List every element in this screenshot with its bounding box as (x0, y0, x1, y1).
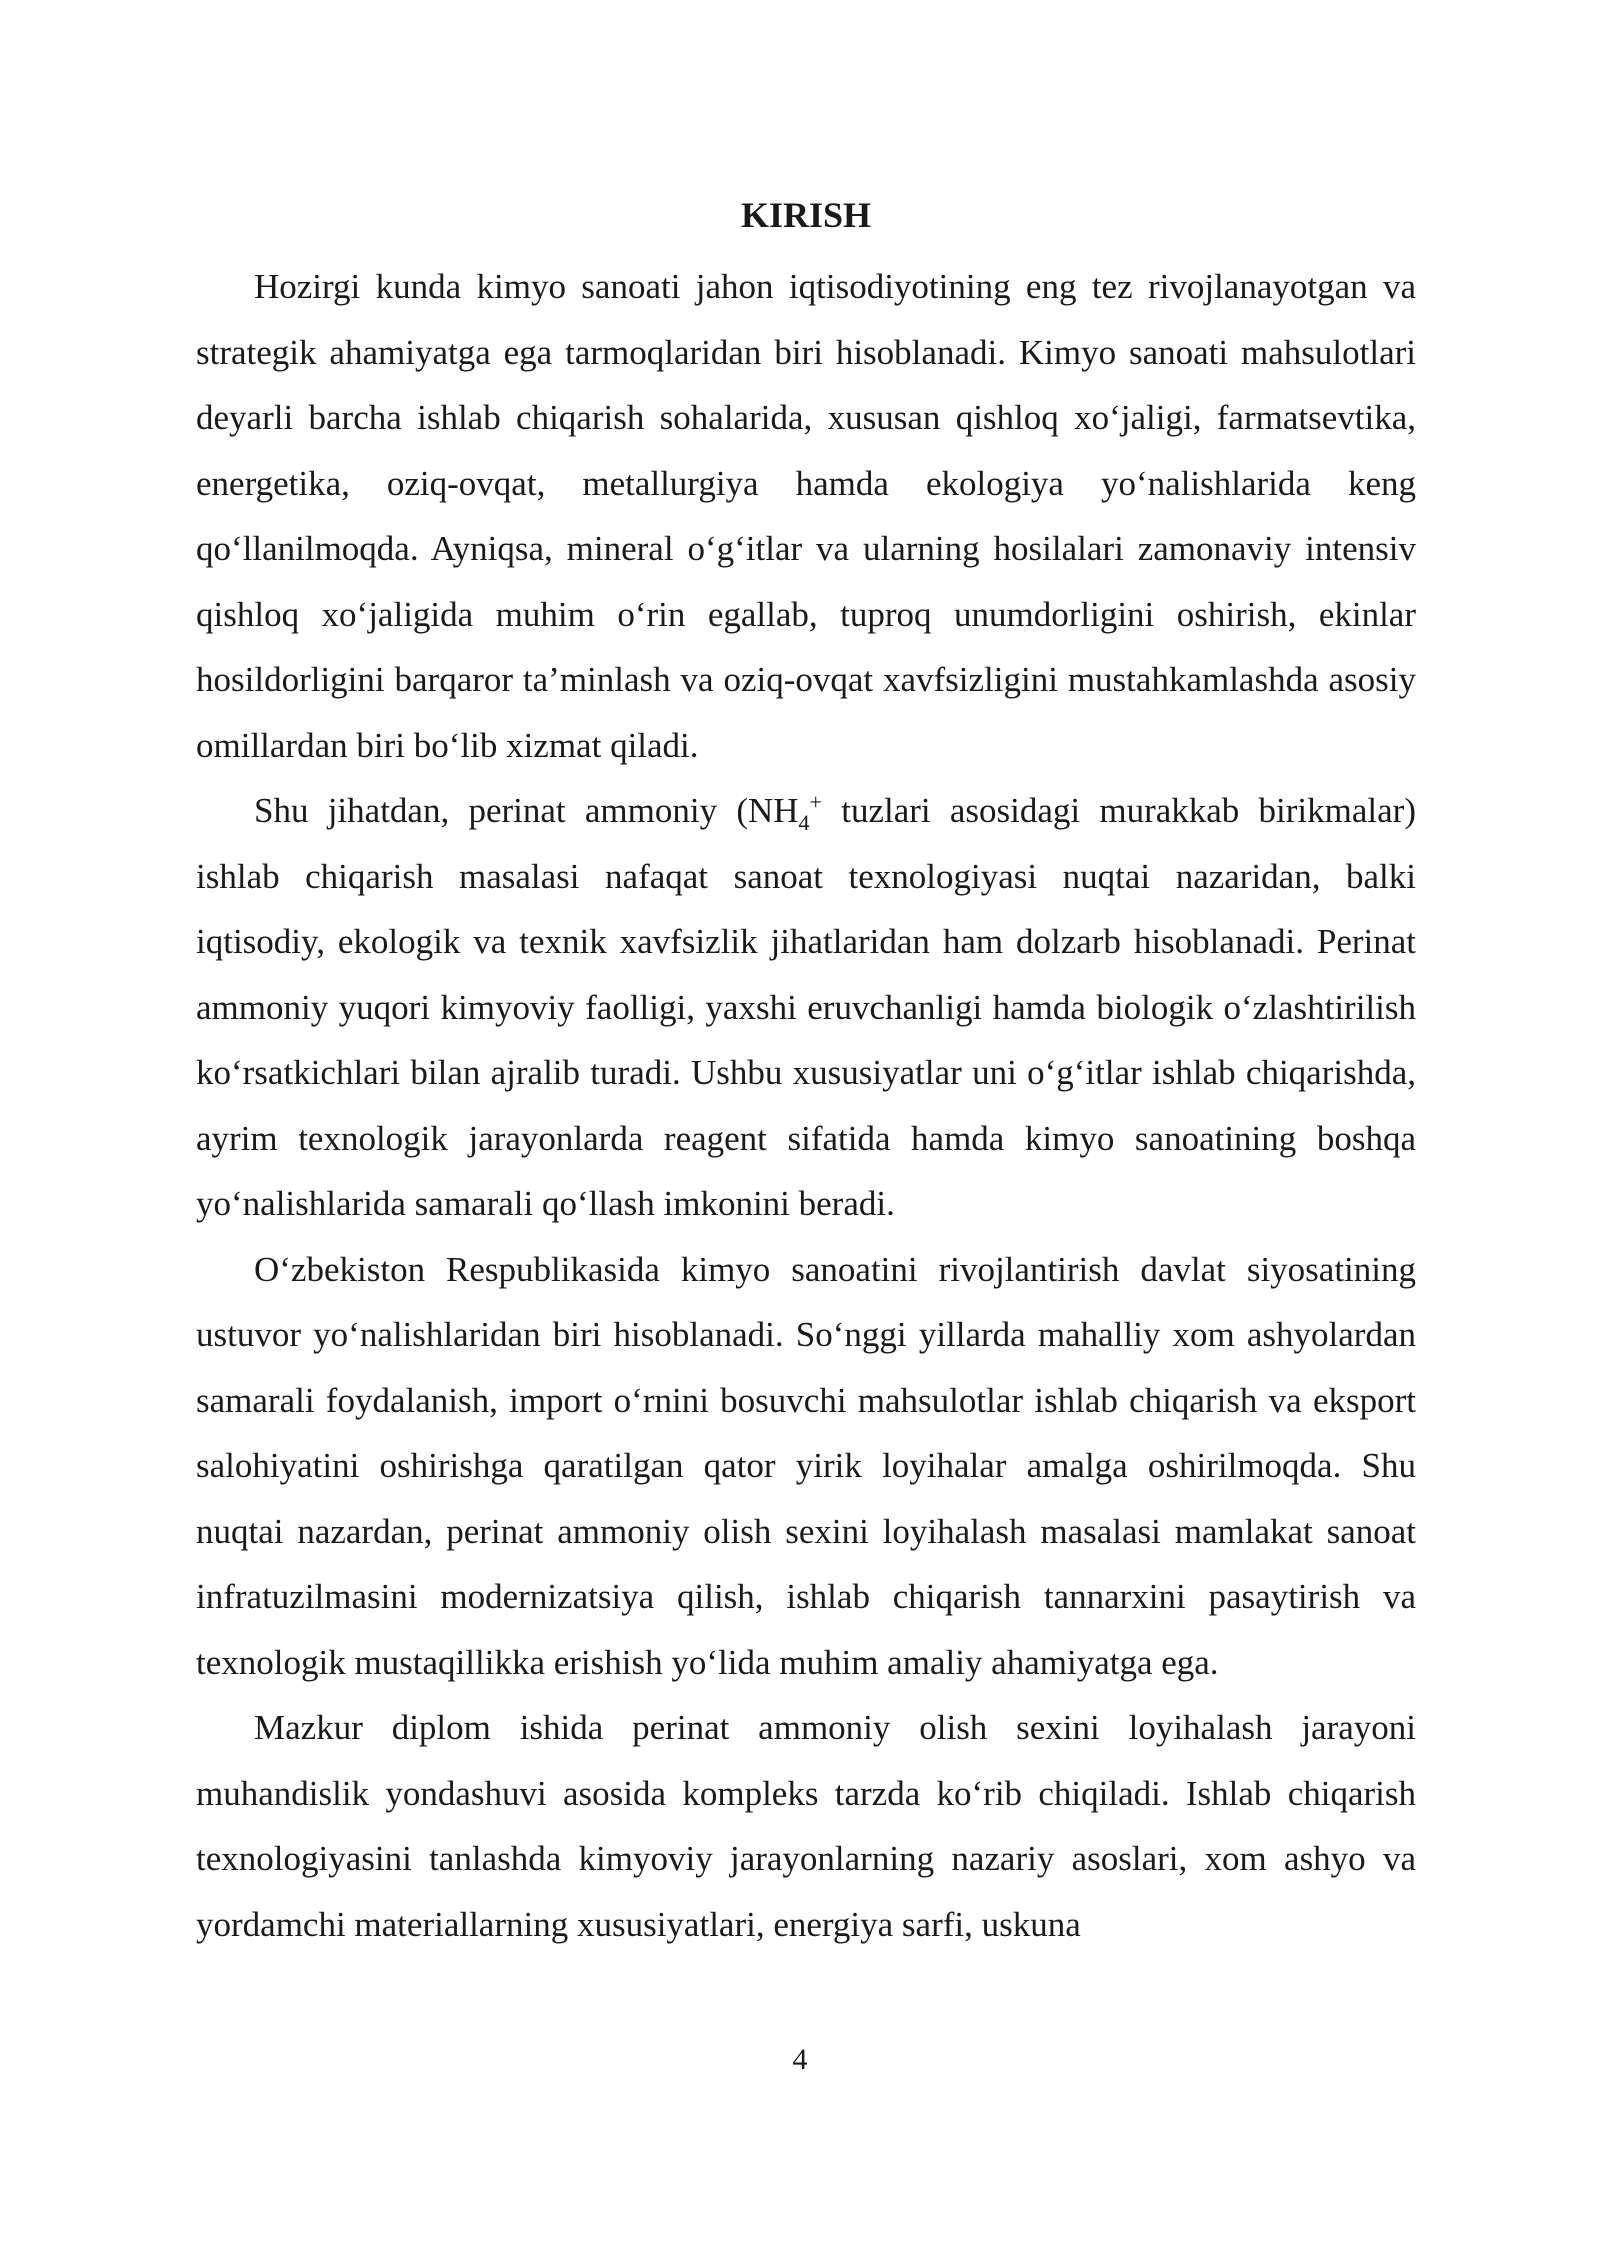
paragraph-text-before-formula: Shu jihatdan, perinat ammoniy ( (254, 791, 748, 830)
formula-superscript: + (809, 789, 822, 815)
paragraph-text-after-formula: tuzlari asosidagi murakkab birikmalar) ishlab chiqarish masalasi nafaqat sanoat texnologiyasi nuqtai nazaridan, balki iqtisodiy, ekologik va texnik xavfsizlik jihatlaridan ham dolzarb hisoblanadi. Perinat ammoniy yuqori kimyoviy faolligi, yaxshi eruvchanligi hamda biologik o‘zlashtirilish ko‘rsatkichlari bilan ajralib turadi. Ushbu xususiyatlar uni o‘g‘itlar ishlab chiqarishda, ayrim texnologik jarayonlarda reagent sifatida hamda kimyo sanoatining boshqa yo‘nalishlarida samarali qo‘llash imkonini beradi. (196, 791, 1416, 1223)
paragraph-diploma-work: Mazkur diplom ishida perinat ammoniy olish sexini loyihalash jarayoni muhandislik yondashuvi asosida kompleks tarzda ko‘rib chiqiladi. Ishlab chiqarish texnologiyasini tanlashda kimyoviy jarayonlarning nazariy asoslari, xom ashyo va yordamchi materiallarning xususiyatlari, energiya sarfi, uskuna (196, 1708, 1416, 1944)
formula-subscript: 4 (798, 810, 810, 835)
page-title: KIRISH (740, 195, 872, 235)
ammonium-formula (747, 789, 822, 835)
document-body (196, 190, 1416, 1957)
paragraph-perinat-ammonium (196, 778, 1416, 1237)
formula-base: NH (747, 791, 799, 830)
page-number: 4 (792, 2043, 808, 2076)
paragraph-uzbekistan: O‘zbekiston Respublikasida kimyo sanoatini rivojlantirish davlat siyosatining ustuvor yo‘nalishlaridan biri hisoblanadi. So‘nggi yillarda mahalliy xom ashyolardan samarali foydalanish, import o‘rnini bosuvchi mahsulotlar ishlab chiqarish va eksport salohiyatini oshirishga qaratilgan qator yirik loyihalar amalga oshirilmoqda. Shu nuqtai nazardan, perinat ammoniy olish sexini loyihalash masalasi mamlakat sanoat infratuzilmasini modernizatsiya qilish, ishlab chiqarish tannarxini pasaytirish va texnologik mustaqillikka erishish yo‘lida muhim amaliy ahamiyatga ega. (196, 1249, 1416, 1682)
paragraph-intro: Hozirgi kunda kimyo sanoati jahon iqtisodiyotining eng tez rivojlanayotgan va strategik ahamiyatga ega tarmoqlaridan biri hisoblanadi. Kimyo sanoati mahsulotlari deyarli barcha ishlab chiqarish sohalarida, xususan qishloq xo‘jaligi, farmatsevtika, energetika, oziq-ovqat, metallurgiya hamda ekologiya yo‘nalishlarida keng qo‘llanilmoqda. Ayniqsa, mineral o‘g‘itlar va ularning hosilalari zamonaviy intensiv qishloq xo‘jaligida muhim o‘rin egallab, tuproq unumdorligini oshirish, ekinlar hosildorligini barqaror ta’minlash va oziq-ovqat xavfsizligini mustahkamlashda asosiy omillardan biri bo‘lib xizmat qiladi. (196, 267, 1416, 765)
